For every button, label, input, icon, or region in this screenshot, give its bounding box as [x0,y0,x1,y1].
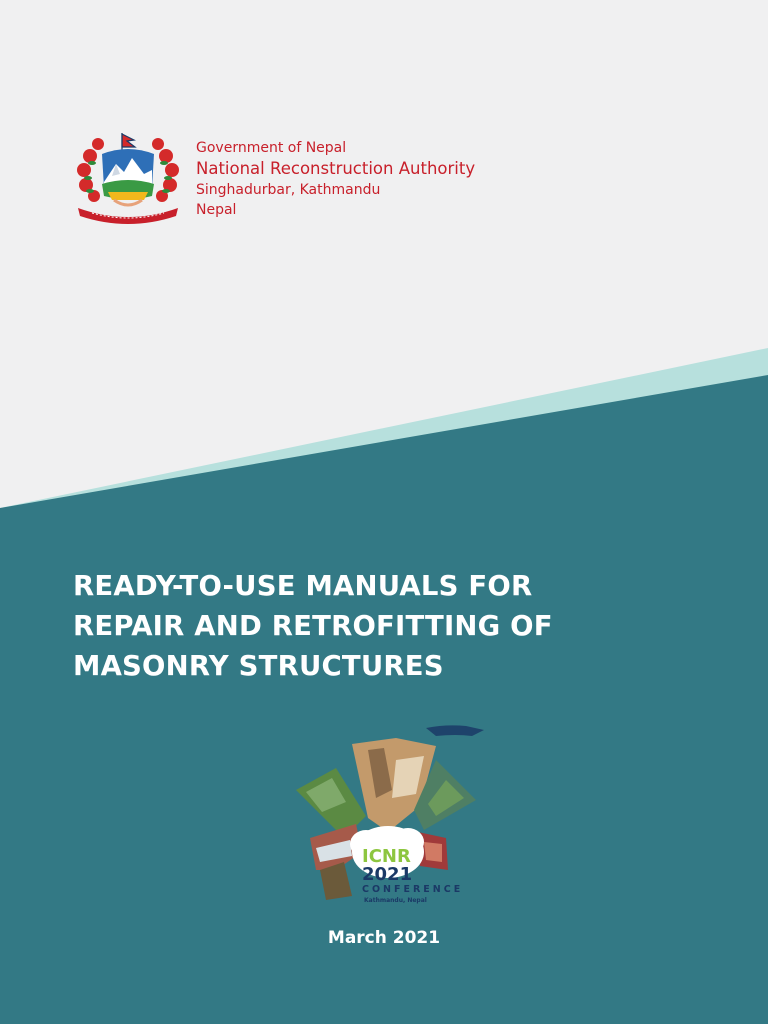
icnr-year: 2021 [362,864,413,885]
title-line-1: READY-TO-USE MANUALS FOR [73,570,533,602]
government-header [196,138,475,220]
teal-panel [0,375,768,1024]
icnr-2021-logo-icon [296,720,486,905]
government-name: Government of Nepal [196,140,347,156]
title-line-2: REPAIR AND RETROFITTING OF [73,610,553,642]
publication-date: March 2021 [327,928,441,948]
country-line: Nepal [196,202,237,218]
icnr-abbrev: ICNR [362,846,411,867]
title-line-3: MASONRY STRUCTURES [73,650,444,682]
document-title [73,566,713,686]
authority-name: National Reconstruction Authority [196,159,476,178]
conference-word: CONFERENCE [362,884,464,895]
nepal-emblem-icon [72,130,184,226]
address-line: Singhadurbar, Kathmandu [196,182,381,198]
conference-place: Kathmandu, Nepal [364,897,427,904]
